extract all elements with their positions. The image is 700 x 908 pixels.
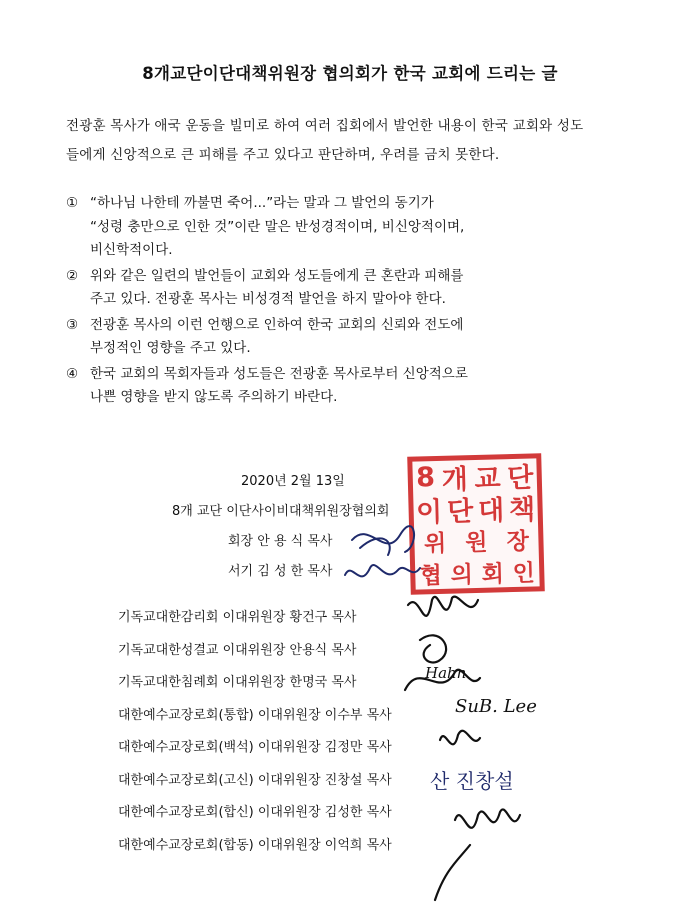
list-item — [66, 192, 626, 263]
member-row: 대한예수교장로회(합동) 이대위원장 이억희 목사 — [118, 837, 392, 853]
stamp-char: 8 — [415, 461, 436, 494]
list-item — [66, 314, 626, 361]
numbered-list — [66, 192, 626, 412]
stamp-char: 인 — [512, 559, 536, 587]
list-item — [66, 265, 626, 312]
stamp-char: 장 — [506, 528, 530, 555]
signature-text-2: Hahn — [425, 664, 467, 682]
intro-line: 전광훈 목사가 애국 운동을 빌미로 하여 여러 집회에서 발언한 내용이 한국 교회와 성도 — [66, 118, 584, 134]
official-seal-stamp — [407, 453, 545, 594]
intro-line: 들에게 신앙적으로 큰 피해를 주고 있다고 판단하며, 우려를 금치 못한다. — [66, 147, 500, 163]
organization-name: 8개 교단 이단사이비대책위원장협의회 — [172, 504, 390, 519]
item-line: 주고 있다. 전광훈 목사는 비성경적 발언을 하지 말아야 한다. — [90, 291, 446, 307]
member-row: 대한예수교장로회(고신) 이대위원장 진창설 목사 — [118, 772, 392, 788]
member-row: 대한예수교장로회(백석) 이대위원장 김정만 목사 — [118, 740, 392, 755]
item-line: 부정적인 영향을 주고 있다. — [90, 340, 251, 356]
member-row: 기독교대한침례회 이대위원장 한명국 목사 — [118, 675, 357, 690]
item-number: ② — [66, 267, 79, 284]
item-number: ③ — [66, 316, 79, 333]
signature-text-3: 산 진창설 — [430, 769, 514, 793]
item-line: 한국 교회의 목회자들과 성도들은 전광훈 목사로부터 신앙적으로 — [90, 365, 468, 382]
item-line: “하나님 나한테 까불면 죽어...”라는 말과 그 발언의 동기가 — [90, 195, 434, 211]
stamp-row — [415, 554, 540, 589]
signature-text-1: SuB. Lee — [455, 696, 537, 717]
item-line: 위와 같은 일련의 발언들이 교회와 성도들에게 큰 혼란과 피해를 — [90, 267, 464, 284]
item-line: 나쁜 영향을 받지 않도록 주의하기 바란다. — [90, 389, 338, 405]
stamp-char: 단 — [446, 495, 474, 528]
document-title: 8개교단이단대책위원장 협의회가 한국 교회에 드리는 글 — [142, 64, 558, 83]
stamp-char: 원 — [465, 529, 488, 556]
member-row: 기독교대한감리회 이대위원장 황건구 목사 — [118, 610, 357, 625]
item-number: ① — [66, 195, 79, 211]
member-list — [118, 602, 392, 862]
stamp-char: 대 — [477, 494, 505, 527]
item-number: ④ — [66, 365, 79, 382]
stamp-row — [414, 522, 539, 557]
item-line: 비신학적이다. — [90, 242, 173, 258]
member-row: 대한예수교장로회(합신) 이대위원장 김성한 목사 — [118, 805, 392, 820]
stamp-char: 협 — [419, 562, 443, 589]
officer-president: 회장 안 용 식 목사 — [228, 534, 333, 549]
document-date: 2020년 2월 13일 — [241, 474, 345, 489]
stamp-char: 단 — [506, 461, 534, 494]
stamp-char: 개 — [441, 463, 469, 496]
officer-secretary: 서기 김 성 한 목사 — [228, 564, 333, 579]
member-row: 기독교대한성결교 이대위원장 안용식 목사 — [118, 642, 357, 658]
intro-paragraph — [66, 112, 656, 170]
stamp-char: 교 — [474, 462, 502, 495]
item-line: 전광훈 목사의 이런 언행으로 인하여 한국 교회의 신뢰와 전도에 — [90, 316, 464, 333]
stamp-char: 책 — [508, 493, 536, 526]
stamp-char: 위 — [423, 530, 447, 557]
stamp-char: 의 — [450, 561, 474, 589]
stamp-char: 이 — [415, 496, 443, 529]
member-signatures — [405, 597, 520, 900]
item-line: “성령 충만으로 인한 것”이란 말은 반성경적이며, 비신앙적이며, — [90, 218, 465, 235]
stamp-row — [413, 490, 538, 529]
list-item — [66, 363, 626, 410]
member-row: 대한예수교장로회(통합) 이대위원장 이수부 목사 — [118, 707, 392, 723]
stamp-char: 회 — [481, 560, 505, 588]
